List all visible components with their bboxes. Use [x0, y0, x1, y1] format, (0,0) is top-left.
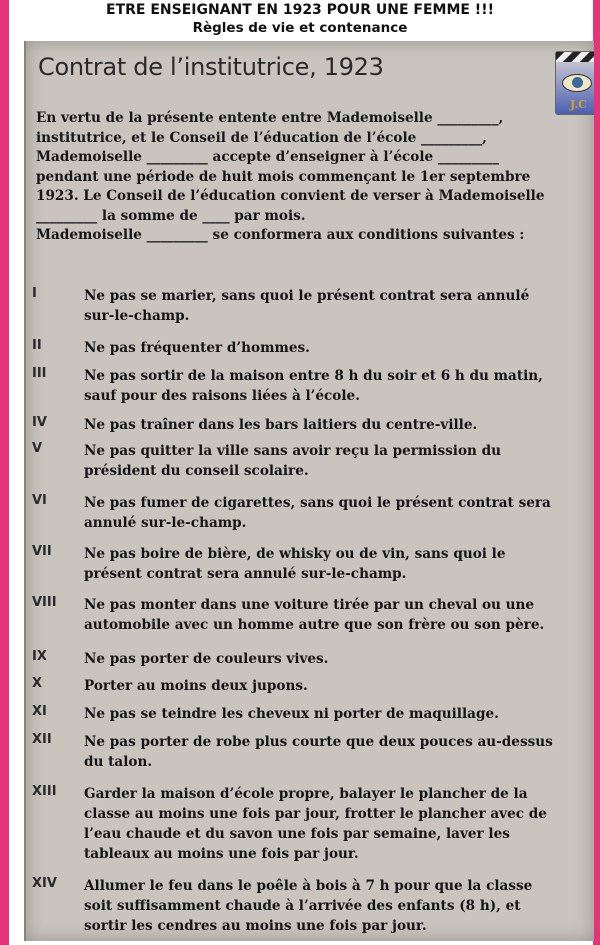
rule-text: classe au moins une fois par jour, frotter le plancher avec de [84, 806, 547, 822]
rule-text: Allumer le feu dans le poêle à bois à 7 h pour que la classe [84, 878, 533, 894]
rule-number: XI [32, 704, 47, 719]
intro-line: _________ la somme de ____ par mois. [36, 207, 306, 224]
rule-number: V [32, 441, 43, 456]
page-header [0, 0, 600, 40]
header-title: ETRE ENSEIGNANT EN 1923 POUR UNE FEMME !!! [106, 2, 494, 18]
intro-line: En vertu de la présente entente entre Mademoiselle _________, [36, 110, 504, 126]
rule-number: VII [32, 544, 52, 559]
rule-number: X [32, 676, 43, 691]
rule-text: l’eau chaude et du savon une fois par semaine, laver les [84, 826, 510, 842]
rule-number: IV [32, 415, 47, 430]
header-subtitle: Règles de vie et contenance [192, 20, 408, 36]
rule-text: Ne pas porter de robe plus courte que deux pouces au-dessus [84, 734, 553, 750]
eye-icon [562, 74, 592, 92]
film-eye-logo-icon [555, 51, 594, 115]
rule-number: II [32, 338, 42, 353]
rule-text: Garder la maison d’école propre, balayer le plancher de la [84, 786, 528, 802]
rule-number: III [32, 366, 47, 381]
rule-text: Ne pas fumer de cigarettes, sans quoi le présent contrat sera [84, 495, 551, 511]
intro-line: institutrice, et le Conseil de l’éducation de l’école _________, [36, 129, 487, 146]
rule-text: sauf pour des raisons liées à l’école. [84, 388, 360, 404]
rule-text: Ne pas se marier, sans quoi le présent contrat sera annulé [84, 288, 530, 304]
rule-number: IX [32, 649, 47, 664]
logo-mark-icon: J.C [570, 98, 587, 111]
intro-line: Mademoiselle _________ accepte d’enseigner à l’école _________ [36, 149, 500, 165]
rule-text: président du conseil scolaire. [84, 463, 309, 479]
rule-number: I [32, 286, 37, 301]
rule-text: présent contrat sera annulé sur-le-champ. [84, 566, 407, 582]
rule-number: XIII [32, 784, 57, 799]
intro-line: Mademoiselle _________ se conformera aux conditions suivantes : [36, 227, 525, 243]
rule-text: soit suffisamment chaude à l’arrivée des enfants (8 h), et [84, 898, 521, 914]
rule-text: Ne pas fréquenter d’hommes. [84, 340, 310, 356]
rule-text: annulé sur-le-champ. [84, 515, 247, 531]
rule-text: automobile avec un homme autre que son frère ou son père. [84, 617, 545, 633]
clapperboard-icon [556, 52, 594, 62]
rule-number: VIII [32, 595, 57, 610]
rule-text: Ne pas quitter la ville sans avoir reçu la permission du [84, 443, 502, 459]
rule-number: XII [32, 732, 52, 747]
contract-intro [36, 109, 581, 246]
rule-text: Ne pas boire de bière, de whisky ou de vin, sans quoi le [84, 546, 506, 562]
contract-document [24, 41, 594, 941]
intro-line: pendant une période de huit mois commençant le 1er septembre [36, 168, 531, 185]
document-title: Contrat de l’institutrice, 1923 [38, 53, 384, 81]
rule-text: Ne pas monter dans une voiture tirée par un cheval ou une [84, 597, 535, 613]
rule-number: XIV [32, 876, 57, 891]
rule-text: du talon. [84, 754, 153, 770]
rule-text: Ne pas se teindre les cheveux ni porter de maquillage. [84, 706, 499, 722]
rule-text: Ne pas traîner dans les bars laitiers du centre-ville. [84, 417, 478, 433]
rule-number: VI [32, 493, 47, 508]
rule-text: sortir les cendres au moins une fois par jour. [84, 918, 427, 934]
intro-line: 1923. Le Conseil de l’éducation convient de verser à Mademoiselle [36, 188, 545, 204]
rule-text: Porter au moins deux jupons. [84, 678, 308, 694]
rule-text: sur-le-champ. [84, 308, 190, 324]
rule-text: Ne pas porter de couleurs vives. [84, 651, 329, 667]
rule-text: tableaux au moins une fois par jour. [84, 846, 359, 862]
rule-text: Ne pas sortir de la maison entre 8 h du soir et 6 h du matin, [84, 368, 543, 384]
